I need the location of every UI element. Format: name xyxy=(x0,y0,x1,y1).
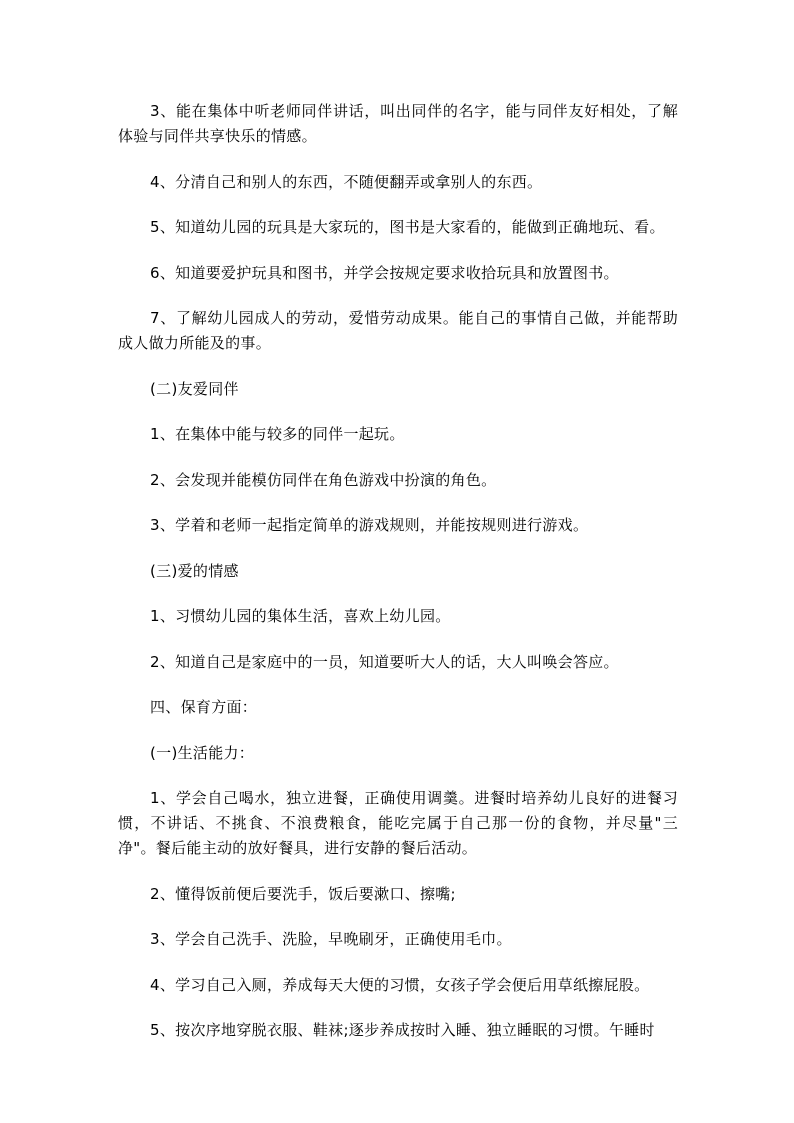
paragraph-item-4-belongings: 4、分清自己和别人的东西，不随便翻弄或拿别人的东西。 xyxy=(150,172,543,191)
section-heading-love: (三)爱的情感 xyxy=(150,561,239,580)
section-heading-friends: (二)友爱同伴 xyxy=(150,379,239,398)
subsection-heading-life-skills: (一)生活能力： xyxy=(150,743,255,762)
paragraph-love-1: 1、习惯幼儿园的集体生活，喜欢上幼儿园。 xyxy=(150,607,451,625)
paragraph-life-4: 4、学习自己入厕，养成每天大便的习惯，女孩子学会便后用草纸擦屁股。 xyxy=(150,975,650,994)
section-heading-care: 四、保育方面： xyxy=(150,698,258,716)
paragraph-life-5: 5、按次序地穿脱衣服、鞋袜;逐步养成按时入睡、独立睡眠的习惯。午睡时 xyxy=(150,1021,655,1039)
paragraph-item-5-toys: 5、知道幼儿园的玩具是大家玩的，图书是大家看的，能做到正确地玩、看。 xyxy=(150,218,665,236)
paragraph-life-2: 2、懂得饭前便后要洗手，饭后要漱口、擦嘴; xyxy=(150,884,456,903)
paragraph-friends-1: 1、在集体中能与较多的同伴一起玩。 xyxy=(150,425,405,443)
paragraph-life-1: 1、学会自己喝水，独立进餐，正确使用调羹。进餐时培养幼儿良好的进餐习惯，不讲话、不挑食、不浪费粮食，能吃完属于自己那一份的食物，并尽量"三净"。餐后能主动的放好餐具，进行安静的餐后活动。 xyxy=(118,789,678,857)
paragraph-life-3: 3、学会自己洗手、洗脸，早晚刷牙，正确使用毛巾。 xyxy=(150,930,512,948)
paragraph-item-7-labor: 7、了解幼儿园成人的劳动，爱惜劳动成果。能自己的事情自己做，并能帮助成人做力所能及的事。 xyxy=(118,309,678,352)
document-body xyxy=(118,99,678,1064)
paragraph-item-6-care: 6、知道要爱护玩具和图书，并学会按规定要求收拾玩具和放置图书。 xyxy=(150,263,619,282)
paragraph-item-3-listen: 3、能在集体中听老师同伴讲话，叫出同伴的名字，能与同伴友好相处，了解体验与同伴共享快乐的情感。 xyxy=(118,102,678,145)
paragraph-friends-2: 2、会发现并能模仿同伴在角色游戏中扮演的角色。 xyxy=(150,470,497,489)
paragraph-friends-3: 3、学着和老师一起指定简单的游戏规则，并能按规则进行游戏。 xyxy=(150,516,589,534)
paragraph-love-2: 2、知道自己是家庭中的一员，知道要听大人的话，大人叫唤会答应。 xyxy=(150,652,619,671)
